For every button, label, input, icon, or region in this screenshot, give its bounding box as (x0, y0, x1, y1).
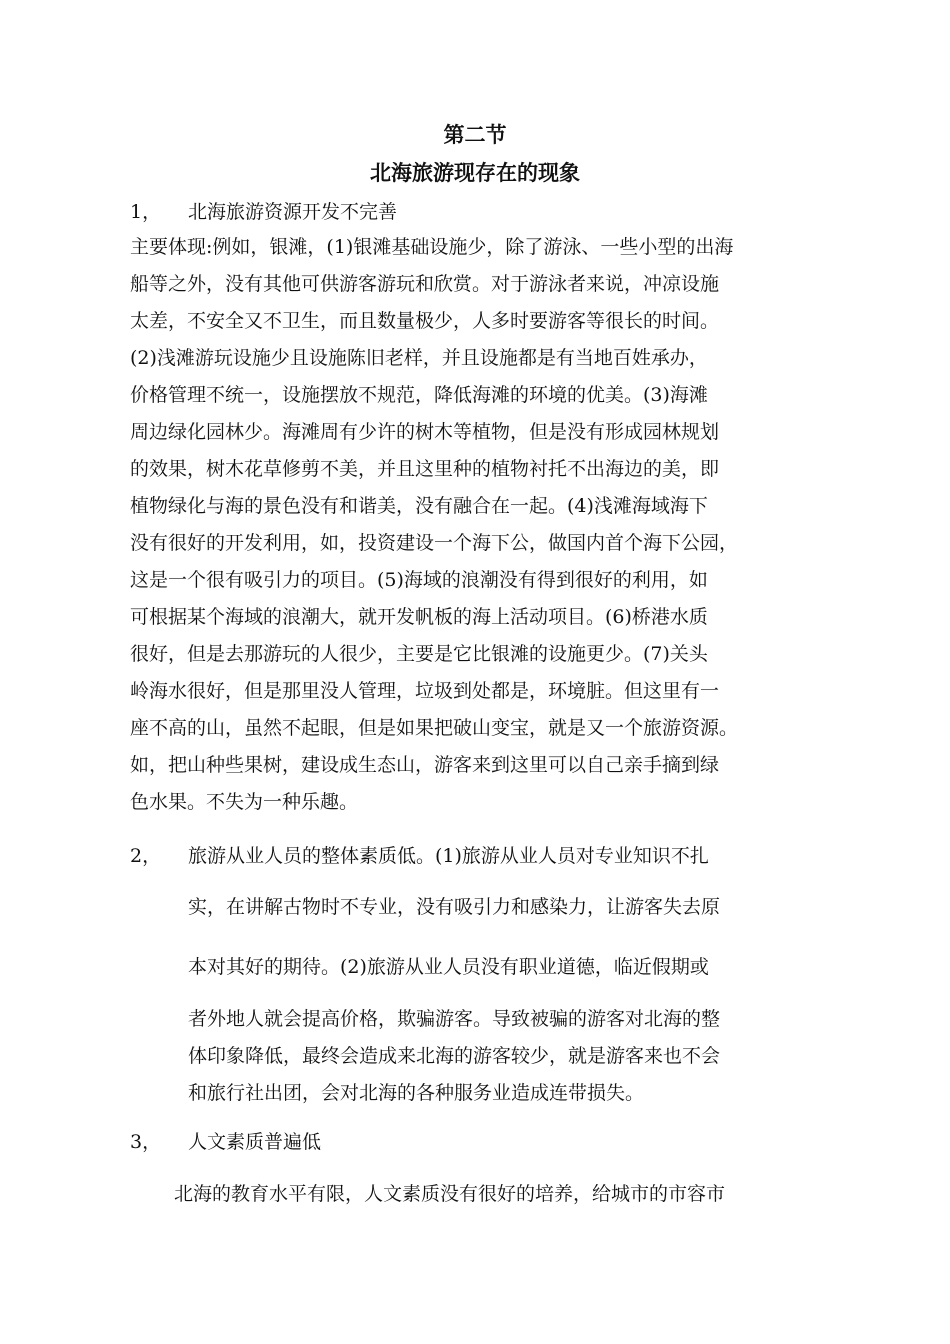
item-1-line: 这是一个很有吸引力的项目。(5)海域的浪潮没有得到很好的利用，如 (130, 569, 708, 591)
item-1-line: 没有很好的开发利用，如，投资建设一个海下公，做国内首个海下公园， (130, 532, 739, 554)
item-2-line: 者外地人就会提高价格，欺骗游客。导致被骗的游客对北海的整 (188, 1008, 721, 1030)
item-1-line: 价格管理不统一，设施摆放不规范，降低海滩的环境的优美。(3)海滩 (130, 384, 708, 406)
item-3-line: 北海的教育水平有限，人文素质没有很好的培养，给城市的市容市 (174, 1183, 726, 1205)
item-1-line: 岭海水很好，但是那里没人管理，垃圾到处都是，环境脏。但这里有一 (130, 680, 720, 702)
item-3-number: 3， (130, 1131, 162, 1153)
item-1-line: 周边绿化园林少。海滩周有少许的树木等植物，但是没有形成园林规划 (130, 421, 720, 443)
item-1-line: 很好，但是去那游玩的人很少，主要是它比银滩的设施更少。(7)关头 (130, 643, 708, 665)
item-2-line: 实，在讲解古物时不专业，没有吸引力和感染力，让游客失去原 (188, 896, 721, 918)
section-title: 北海旅游现存在的现象 (370, 160, 580, 185)
item-1-line: 如，把山种些果树，建设成生态山，游客来到这里可以自己亲手摘到绿 (130, 754, 720, 776)
item-1-line: (2)浅滩游玩设施少且设施陈旧老样，并且设施都是有当地百姓承办， (130, 347, 708, 369)
section-label: 第二节 (443, 122, 507, 147)
item-2-line: 和旅行社出团，会对北海的各种服务业造成连带损失。 (188, 1082, 645, 1104)
item-1-line: 太差，不安全又不卫生，而且数量极少，人多时要游客等很长的时间。 (130, 310, 720, 332)
item-1-line: 座不高的山，虽然不起眼，但是如果把破山变宝，就是又一个旅游资源。 (130, 717, 739, 739)
item-1-line: 的效果，树木花草修剪不美，并且这里种的植物衬托不出海边的美，即 (130, 458, 720, 480)
item-1-number: 1， (130, 201, 162, 223)
item-1-line: 主要体现:例如，银滩，(1)银滩基础设施少，除了游泳、一些小型的出海 (130, 236, 734, 258)
item-2-line: 旅游从业人员的整体素质低。(1)旅游从业人员对专业知识不扎 (188, 845, 709, 867)
item-1-line: 植物绿化与海的景色没有和谐美，没有融合在一起。(4)浅滩海域海下 (130, 495, 708, 517)
item-1-heading: 北海旅游资源开发不完善 (188, 201, 398, 223)
item-1-line: 可根据某个海域的浪潮大，就开发帆板的海上活动项目。(6)桥港水质 (130, 606, 708, 628)
item-1-line: 船等之外，没有其他可供游客游玩和欣赏。对于游泳者来说，冲凉设施 (130, 273, 720, 295)
item-2-line: 本对其好的期待。(2)旅游从业人员没有职业道德，临近假期或 (188, 956, 709, 978)
item-2-line: 体印象降低，最终会造成来北海的游客较少，就是游客来也不会 (188, 1045, 721, 1067)
item-1-line: 色水果。不失为一种乐趣。 (130, 791, 359, 813)
item-2-number: 2， (130, 845, 162, 867)
item-3-heading: 人文素质普遍低 (188, 1131, 322, 1153)
